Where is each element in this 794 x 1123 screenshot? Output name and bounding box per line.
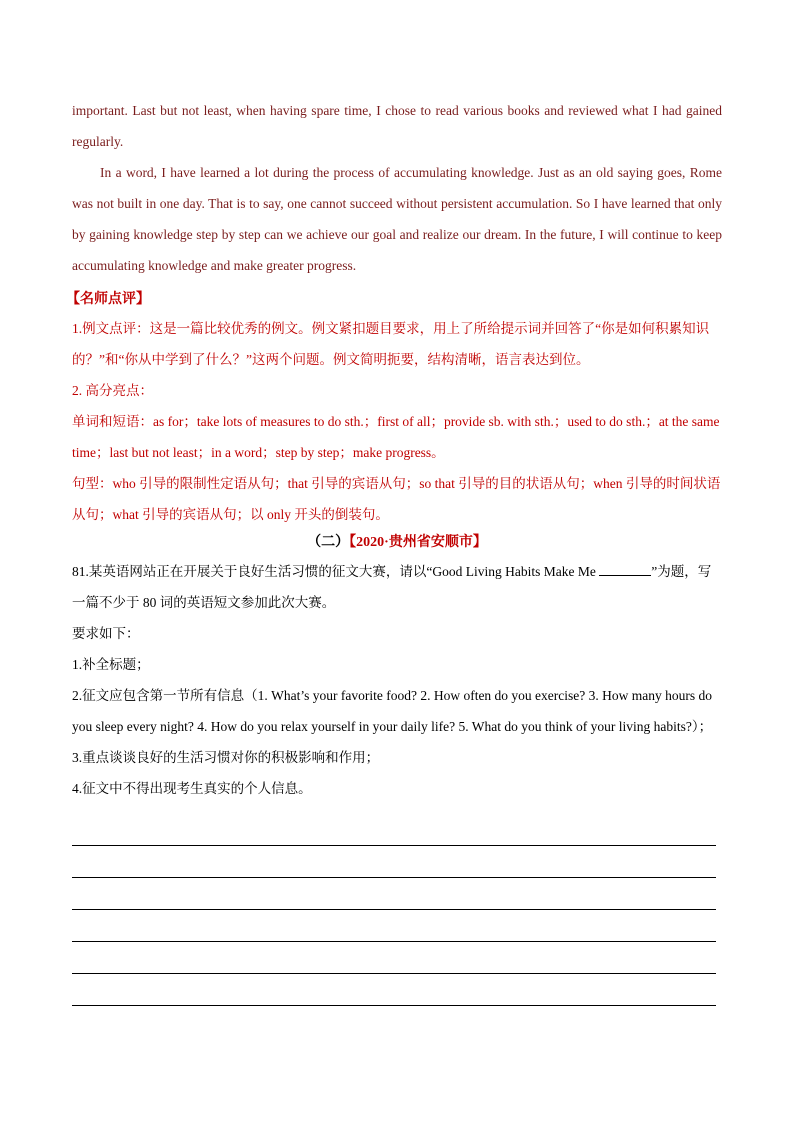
essay-paragraph-1: important. Last but not least, when having spare time, I chose to read various books and reviewed what I had gained regularly. bbox=[72, 103, 722, 149]
section-2-title bbox=[72, 530, 722, 556]
essay-paragraph-2: In a word, I have learned a lot during the process of accumulating knowledge. Just as an old saying goes, Rome was not built in one day. That is to say, one cannot succeed without persistent accumulation. So I have learned that only by gaining knowledge step by step can we achieve our goal and realize our dream. In the future, I will continue to keep accumulating knowledge and make greater progress. bbox=[72, 165, 722, 273]
comment-words-phrases: 单词和短语：as for；take lots of measures to do sth.；first of all；provide sb. with sth.；used to do sth.；at the same time；last but not least；in a word；step by step；make progress。 bbox=[72, 414, 720, 460]
requirements-label: 要求如下： bbox=[72, 626, 140, 641]
question-intro bbox=[72, 556, 722, 618]
writing-line[interactable] bbox=[72, 974, 716, 1006]
section-2-source: 【2020·贵州省安顺市】 bbox=[349, 535, 487, 550]
section-2-number: （二） bbox=[307, 535, 350, 550]
writing-line[interactable] bbox=[72, 878, 716, 910]
teacher-comment-heading: 【名师点评】 bbox=[66, 292, 150, 307]
title-blank bbox=[599, 561, 651, 576]
requirement-3: 3.重点谈谈良好的生活习惯对你的积极影响和作用； bbox=[72, 750, 380, 765]
question-intro-after: ”为题，写一篇不少于 80 词的英语短文参加此次大赛。 bbox=[72, 564, 712, 610]
requirement-4: 4.征文中不得出现考生真实的个人信息。 bbox=[72, 781, 312, 796]
question-intro-before: 81.某英语网站正在开展关于良好生活习惯的征文大赛，请以“Good Living Habits Make Me bbox=[72, 564, 600, 579]
comment-point-2-label: 2. 高分亮点： bbox=[72, 383, 153, 398]
comment-sentence-patterns: 句型：who 引导的限制性定语从句；that 引导的宾语从句；so that 引导的目的状语从句；when 引导的时间状语从句；what 引导的宾语从句；以 only 开头的倒装句。 bbox=[72, 476, 721, 522]
requirement-1: 1.补全标题； bbox=[72, 657, 150, 672]
writing-area[interactable] bbox=[72, 814, 716, 1006]
writing-line[interactable] bbox=[72, 814, 716, 846]
comment-point-1: 1.例文点评：这是一篇比较优秀的例文。例文紧扣题目要求，用上了所给提示词并回答了“你是如何积累知识的？”和“你从中学到了什么？”这两个问题。例文简明扼要，结构清晰，语言表达到位。 bbox=[72, 321, 710, 367]
writing-line[interactable] bbox=[72, 942, 716, 974]
requirement-2: 2.征文应包含第一节所有信息（1. What’s your favorite food? 2. How often do you exercise? 3. How many hours do you sleep every night? 4. How do you relax yourself in your daily life? 5. What do you think of your living habits?）； bbox=[72, 688, 713, 734]
document-page bbox=[66, 95, 722, 1006]
writing-line[interactable] bbox=[72, 846, 716, 878]
writing-line[interactable] bbox=[72, 910, 716, 942]
